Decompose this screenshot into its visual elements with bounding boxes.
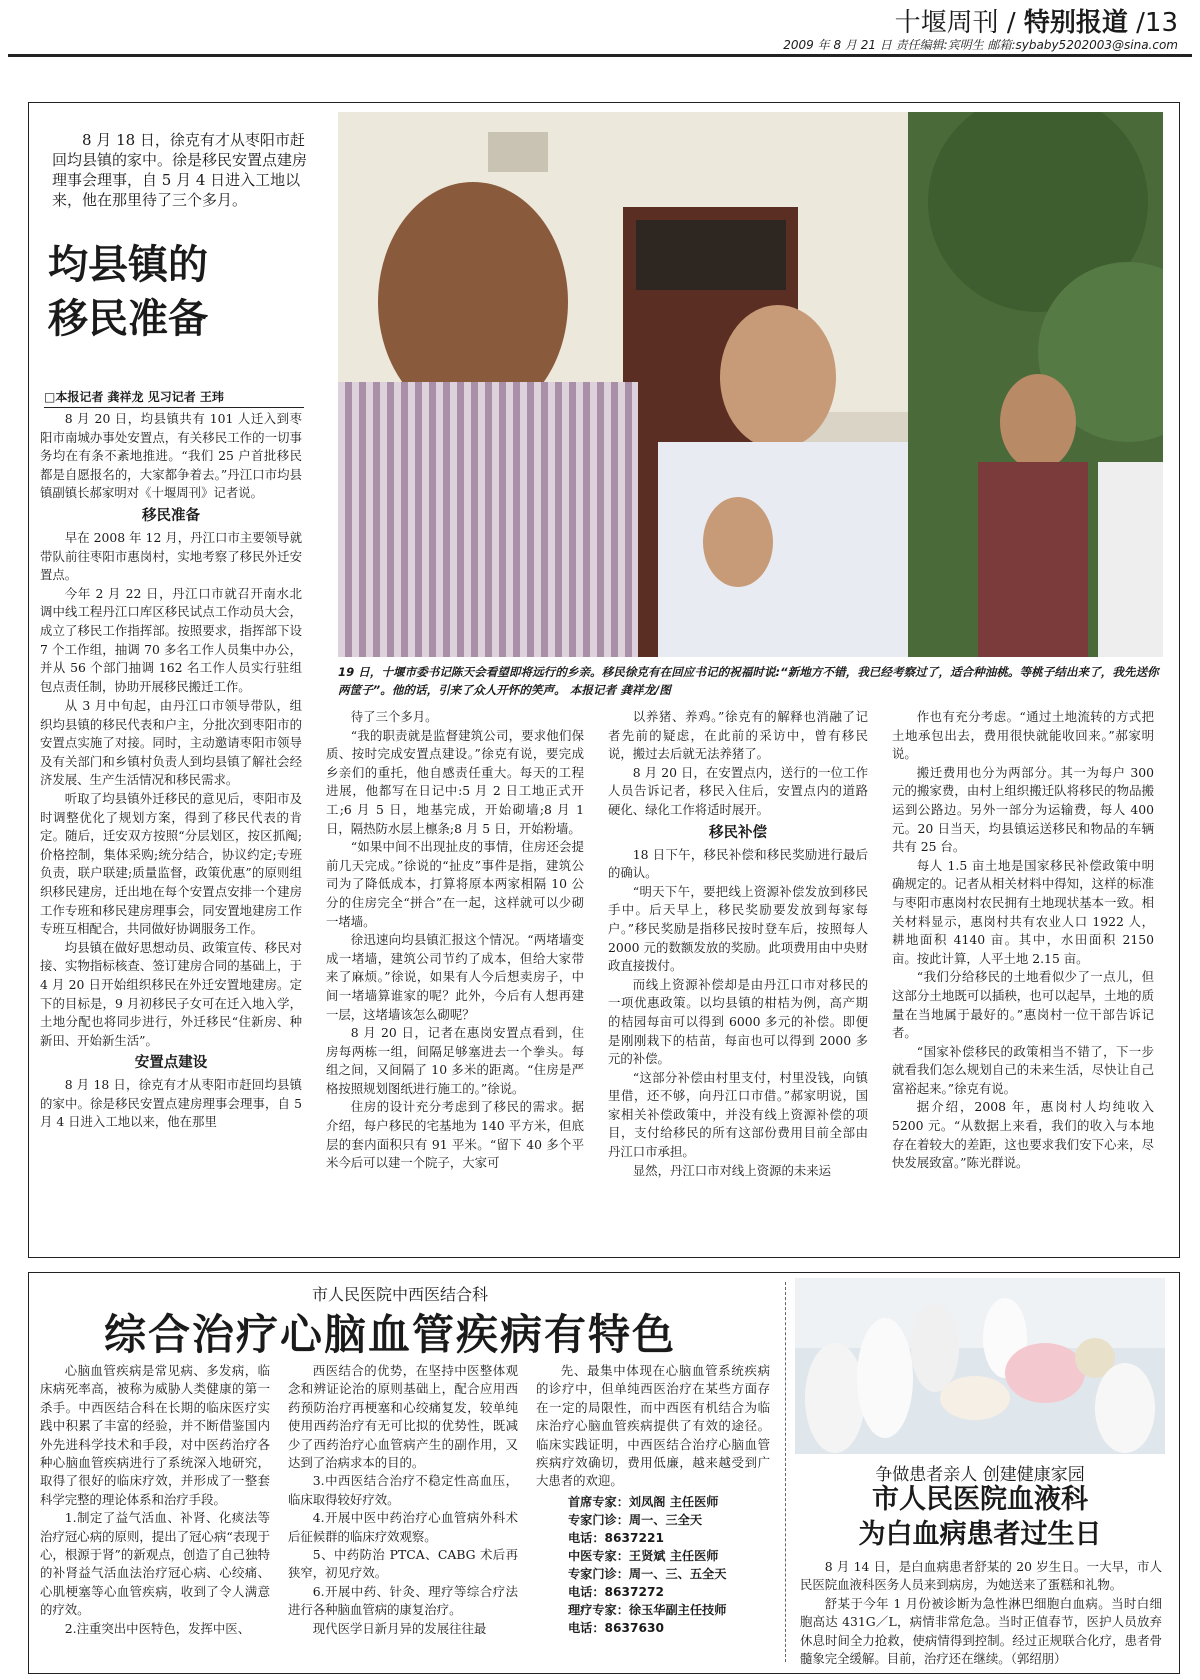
paragraph: 1.制定了益气活血、补肾、化痰法等治疗冠心病的原则，提出了冠心病“表现于心，根源于肾”的新观点，创造了自己独特的补肾益气活血法治疗冠心病、心绞痛、心肌梗塞等心血管疾病，收到了令人满意的疗效。 (40, 1510, 270, 1618)
story-photo (338, 112, 1163, 657)
ad-divider (785, 1282, 786, 1662)
expert-line: 专家门诊：周一、三全天 (568, 1512, 703, 1527)
paragraph: “明天下午，要把线上资源补偿发放到移民手中。后天早上，移民奖励要发放到每家每户。”移民奖励是指移民按时登车后，按照每人 2000 元的数额发放的奖励。此项费用由中央财政直接拨付。 (608, 883, 868, 974)
story-column-2 (326, 708, 584, 1248)
ad-column-2 (288, 1362, 518, 1666)
paragraph: 均县镇在做好思想动员、政策宣传、移民对接、实物指标核查、签订建房合同的基础上，于 4 月 20 日开始组织移民在外迁安置地建房。定下的目标是，9 月初移民子女可在迁入地入学，土地分配也将同步进行，外迁移民“住新房、种新田、开始新生活”。 (40, 939, 302, 1048)
story-column-4 (892, 708, 1154, 1248)
editor-info: 2009 年 8 月 21 日 责任编辑:宾明生 邮箱:sybaby5202003@sina.com (783, 38, 1178, 52)
paragraph: 18 日下午，移民补偿和移民奖励进行最后的确认。 (608, 846, 868, 881)
paragraph: 待了三个多月。 (350, 709, 438, 724)
story-headline (48, 238, 318, 346)
ad-column-1 (40, 1362, 270, 1666)
photo-illustration (795, 1278, 1165, 1454)
paragraph: “我的职责就是监督建筑公司，要求他们保质、按时完成安置点建设。”徐克有说，要完成乡亲们的重托，他自感责任重大。每天的工程进展，他都写在日记中:5 月 2 日工地正式开工;6 月 5 日，地基完成，开始砌墙;8 月 1 日，隔热防水层上檩条;8 月 5 日，开始粉墙。 (326, 727, 584, 836)
header-rule (8, 54, 1192, 57)
story-column-1-top (40, 410, 302, 695)
ad-title: 综合治疗心脑血管疾病有特色 (104, 1310, 677, 1359)
paragraph: 徐迅速向均县镇汇报这个情况。“两堵墙变成一堵墙，建筑公司节约了成本，但给大家带来了麻烦。”徐说，如果有人今后想卖房子，中间一堵墙算谁家的呢？此外，今后有人想再建一层，这堵墙该怎么砌呢？ (326, 932, 584, 1022)
ad2-body (800, 1558, 1162, 1666)
expert-line: 理疗专家：徐玉华副主任技师 (568, 1602, 727, 1617)
photo-caption: 19 日，十堰市委书记陈天会看望即将远行的乡亲。移民徐克有在回应书记的祝福时说:“新地方不错，我已经考察过了，适合种油桃。等桃子结出来了，我先送你两筐子”。他的话，引来了众人开怀的笑声。 本报记者 龚祥龙/图 (338, 665, 1159, 697)
paragraph: 而线上资源补偿却是由丹江口市对移民的一项优惠政策。以均县镇的柑桔为例，高产期的桔园每亩可以得到 6000 多元的补偿。即便是刚刚栽下的桔苗，每亩也可以得到 2000 多元的补偿。 (608, 976, 868, 1067)
expert-line: 中医专家：王贤斌 主任医师 (568, 1548, 719, 1563)
paragraph: “这部分补偿由村里支付，村里没钱，向镇里借，还不够，向丹江口市借。”郝家明说，国家相关补偿政策中，并没有线上资源补偿的项目，支付给移民的所有这部份费用目前全部由丹江口市承担。 (608, 1069, 868, 1160)
photo-illustration (338, 112, 1163, 657)
paragraph: 搬迁费用也分为两部分。其一为每户 300 元的搬家费，由村上组织搬迁队将移民的物品搬运到公路边。另外一部分为运输费，每人 400 元。20 日当天，均县镇运送移民和物品的车辆共有 25 台。 (892, 764, 1154, 855)
paragraph: 3.中西医结合治疗不稳定性高血压，临床取得较好疗效。 (288, 1473, 518, 1507)
subhead-relocation-prep: 移民准备 (142, 507, 200, 524)
paragraph: 从 3 月中旬起，由丹江口市领导带队，组织均县镇的移民代表和户主，分批次到枣阳市的安置点实施了对接。同时，主动邀请枣阳市领导及有关部门和乡镇村负责人到均县镇了解社会经济发展、生产生活情况和移民需求。 (40, 698, 302, 788)
story-lead: 8 月 18 日，徐克有才从枣阳市赶回均县镇的家中。徐是移民安置点建房理事会理事，自 5 月 4 日进入工地以来，他在那里待了三个多月。 (52, 131, 308, 209)
expert-line: 首席专家：刘凤阁 主任医师 (568, 1494, 719, 1509)
paragraph: 早在 2008 年 12 月，丹江口市主要领导就带队前往枣阳市惠岗村，实地考察了移民外迁安置点。 (40, 529, 302, 583)
paragraph: “如果中间不出现扯皮的事情，住房还会提前几天完成。”徐说的“扯皮”事件是指，建筑公司为了降低成本，打算将原本两家相隔 10 公分的住房完全“拼合”在一起，这样就可以少砌一堵墙。 (326, 839, 584, 929)
ad2-title (795, 1482, 1165, 1552)
section-name: 特别报道 (1023, 8, 1128, 38)
story-column-3 (608, 708, 868, 1248)
paragraph: 住房的设计充分考虑到了移民的需求。据介绍，每户移民的宅基地为 140 平方米，但底层的套内面积只有 91 平米。“留下 40 多个平米今后可以建一个院子，大家可 (326, 1099, 584, 1171)
ad-column-3 (536, 1362, 770, 1666)
paragraph: “国家补偿移民的政策相当不错了，下一步就看我们怎么规划自己的未来生活，尽快让自己富裕起来。”徐克有说。 (892, 1043, 1154, 1096)
paper-name: 十堰周刊 (894, 8, 999, 38)
story-column-1-bottom (40, 697, 302, 1247)
paragraph: 8 月 20 日，均县镇共有 101 人迁入到枣阳市南城办事处安置点，有关移民工作的一切事务均在有条不紊地推进。“我们 25 户首批移民都是自愿报名的，大家都争着去。”丹江口市均县镇副镇长郝家明对《十堰周刊》记者说。 (40, 411, 302, 501)
expert-line: 电话：8637272 (568, 1584, 664, 1599)
expert-line: 专家门诊：周一、三、五全天 (568, 1566, 727, 1581)
headline-line-1: 均县镇的 (48, 242, 208, 288)
paragraph: 西医结合的优势，在坚持中医整体观念和辨证论治的原则基础上，配合应用西药预防治疗再梗塞和心绞痛复发，较单纯使用西药治疗有无可比拟的优势性，既减少了西药治疗心血管病产生的副作用，又达到了治病求本的目的。 (288, 1363, 518, 1471)
ad2-title-line-1: 市人民医院血液科 (872, 1484, 1088, 1515)
paragraph: 心脑血管疾病是常见病、多发病，临床病死率高，被称为威胁人类健康的第一杀手。中西医结合科在长期的临床医疗实践中积累了丰富的经验，并不断借鉴国内外先进科学技术和手段，对中医药治疗各种心脑血管疾病进行了系统深入地研究，取得了很好的临床疗效，并形成了一整套科学完整的理论体系和治疗手段。 (40, 1363, 270, 1507)
headline-line-2: 移民准备 (48, 296, 208, 342)
paragraph: 现代医学日新月异的发展往往最 (312, 1620, 487, 1636)
paragraph: 8 月 20 日，在安置点内，送行的一位工作人员告诉记者，移民入住后，安置点内的道路硬化、绿化工作将适时展开。 (608, 764, 868, 817)
paragraph: 6.开展中药、针灸、理疗等综合疗法进行各种脑血管病的康复治疗。 (288, 1583, 518, 1618)
ad-kicker: 市人民医院中西医结合科 (312, 1285, 489, 1304)
ad2-kicker: 争做患者亲人 创建健康家园 (875, 1465, 1085, 1485)
paragraph: 显然，丹江口市对线上资源的未来运 (632, 1162, 832, 1178)
ad2-title-line-2: 为白血病患者过生日 (858, 1519, 1102, 1550)
paragraph: 舒某于今年 1 月份被诊断为急性淋巴细胞白血病。当时白细胞高达 431G／L，病情非常危急。当时正值春节，医护人员放弃休息时间全力抢救，使病情得到控制。经过正规联合化疗，患者骨髓象完全缓解。目前，治疗还在继续。（郭绍朋） (800, 1595, 1162, 1666)
subhead-site-construction: 安置点建设 (134, 1055, 208, 1072)
paragraph: 8 月 14 日，是白血病患者舒某的 20 岁生日。一大早，市人民医院血液科医务人员来到病房，为她送来了蛋糕和礼物。 (800, 1559, 1162, 1593)
expert-list (536, 1493, 770, 1637)
page-number: /13 (1136, 8, 1178, 38)
page-header-title: 十堰周刊 / 特别报道 /13 (894, 8, 1178, 38)
paragraph: 5、中药防治 PTCA、CABG 术后再狭窄，初见疗效。 (288, 1547, 518, 1581)
paragraph: 作也有充分考虑。“通过土地流转的方式把土地承包出去，费用很快就能收回来。”郝家明说。 (892, 709, 1154, 762)
paragraph: 4.开展中医中药治疗心血管病外科术后征候群的临床疗效观察。 (288, 1510, 518, 1544)
paragraph: 据介绍，2008 年，惠岗村人均纯收入 5200 元。“从数据上来看，我们的收入与本地存在着较大的差距，这也要求我们安下心来，尽快发展致富。”陈光群说。 (892, 1099, 1154, 1171)
paragraph: 先、最集中体现在心脑血管系统疾病的诊疗中，但单纯西医治疗在某些方面存在一定的局限性，而中西医有机结合为临床治疗心脑血管疾病提供了有效的途径。临床实践证明，中西医结合治疗心脑血管疾病疗效确切，费用低廉，越来越受到广大患者的欢迎。 (536, 1363, 770, 1489)
paragraph: 以养猪、养鸡。”徐克有的解释也消融了记者先前的疑虑，在此前的采访中，曾有移民说，搬过去后就无法养猪了。 (608, 709, 868, 762)
hospital-photo (795, 1278, 1165, 1454)
paragraph: 听取了均县镇外迁移民的意见后，枣阳市及时调整优化了规划方案，得到了移民代表的肯定。随后，迁安双方按照“分层划区，按区抓阄;价格控制，集体采购;统分结合，协议约定;专班负责，联户联建;质量监督，政策优惠”的原则组织移民建房，迁出地在每个安置点安排一个建房工作专班和移民建房理事会，同安置地建房工作专班互相配合，共同做好协调服务工作。 (40, 790, 302, 937)
expert-line: 电话：8637221 (568, 1530, 664, 1545)
paragraph: 今年 2 月 22 日，丹江口市就召开南水北调中线工程丹江口库区移民试点工作动员大会，成立了移民工作指挥部。按照要求，指挥部下设 7 个工作组，抽调 70 多名工作人员集中办公，并从 56 个部门抽调 162 名工作人员实行驻组包点责任制，协助开展移民搬迁工作。 (40, 585, 302, 694)
paragraph: “我们分给移民的土地看似少了一点儿，但这部分土地既可以插秧，也可以起旱，土地的质量在当地属于最好的。”惠岗村一位干部告诉记者。 (892, 969, 1154, 1041)
expert-line: 电话：8637630 (568, 1620, 664, 1635)
story-byline: □本报记者 龚祥龙 见习记者 王玮 (44, 388, 304, 408)
subhead-compensation: 移民补偿 (709, 824, 767, 841)
paragraph: 2.注重突出中医特色，发挥中医、 (64, 1620, 251, 1636)
paragraph: 8 月 18 日，徐克有才从枣阳市赶回均县镇的家中。徐是移民安置点建房理事会理事，自 5 月 4 日进入工地以来，他在那里 (40, 1077, 302, 1130)
paragraph: 8 月 20 日，记者在惠岗安置点看到，住房每两栋一组，间隔足够塞进去一个拳头。每组之间，又间隔了 10 多米的距离。“住房是严格按照规划图纸进行施工的。”徐说。 (326, 1025, 584, 1096)
paragraph: 每人 1.5 亩土地是国家移民补偿政策中明确规定的。记者从相关材料中得知，这样的标准与枣阳市惠岗村农民拥有土地现状基本一致。相关材料显示，惠岗村共有农业人口 1922 人，耕地面积 4140 亩。其中，水田面积 2150 亩。按此计算，人平土地 2.15 亩。 (892, 857, 1154, 966)
